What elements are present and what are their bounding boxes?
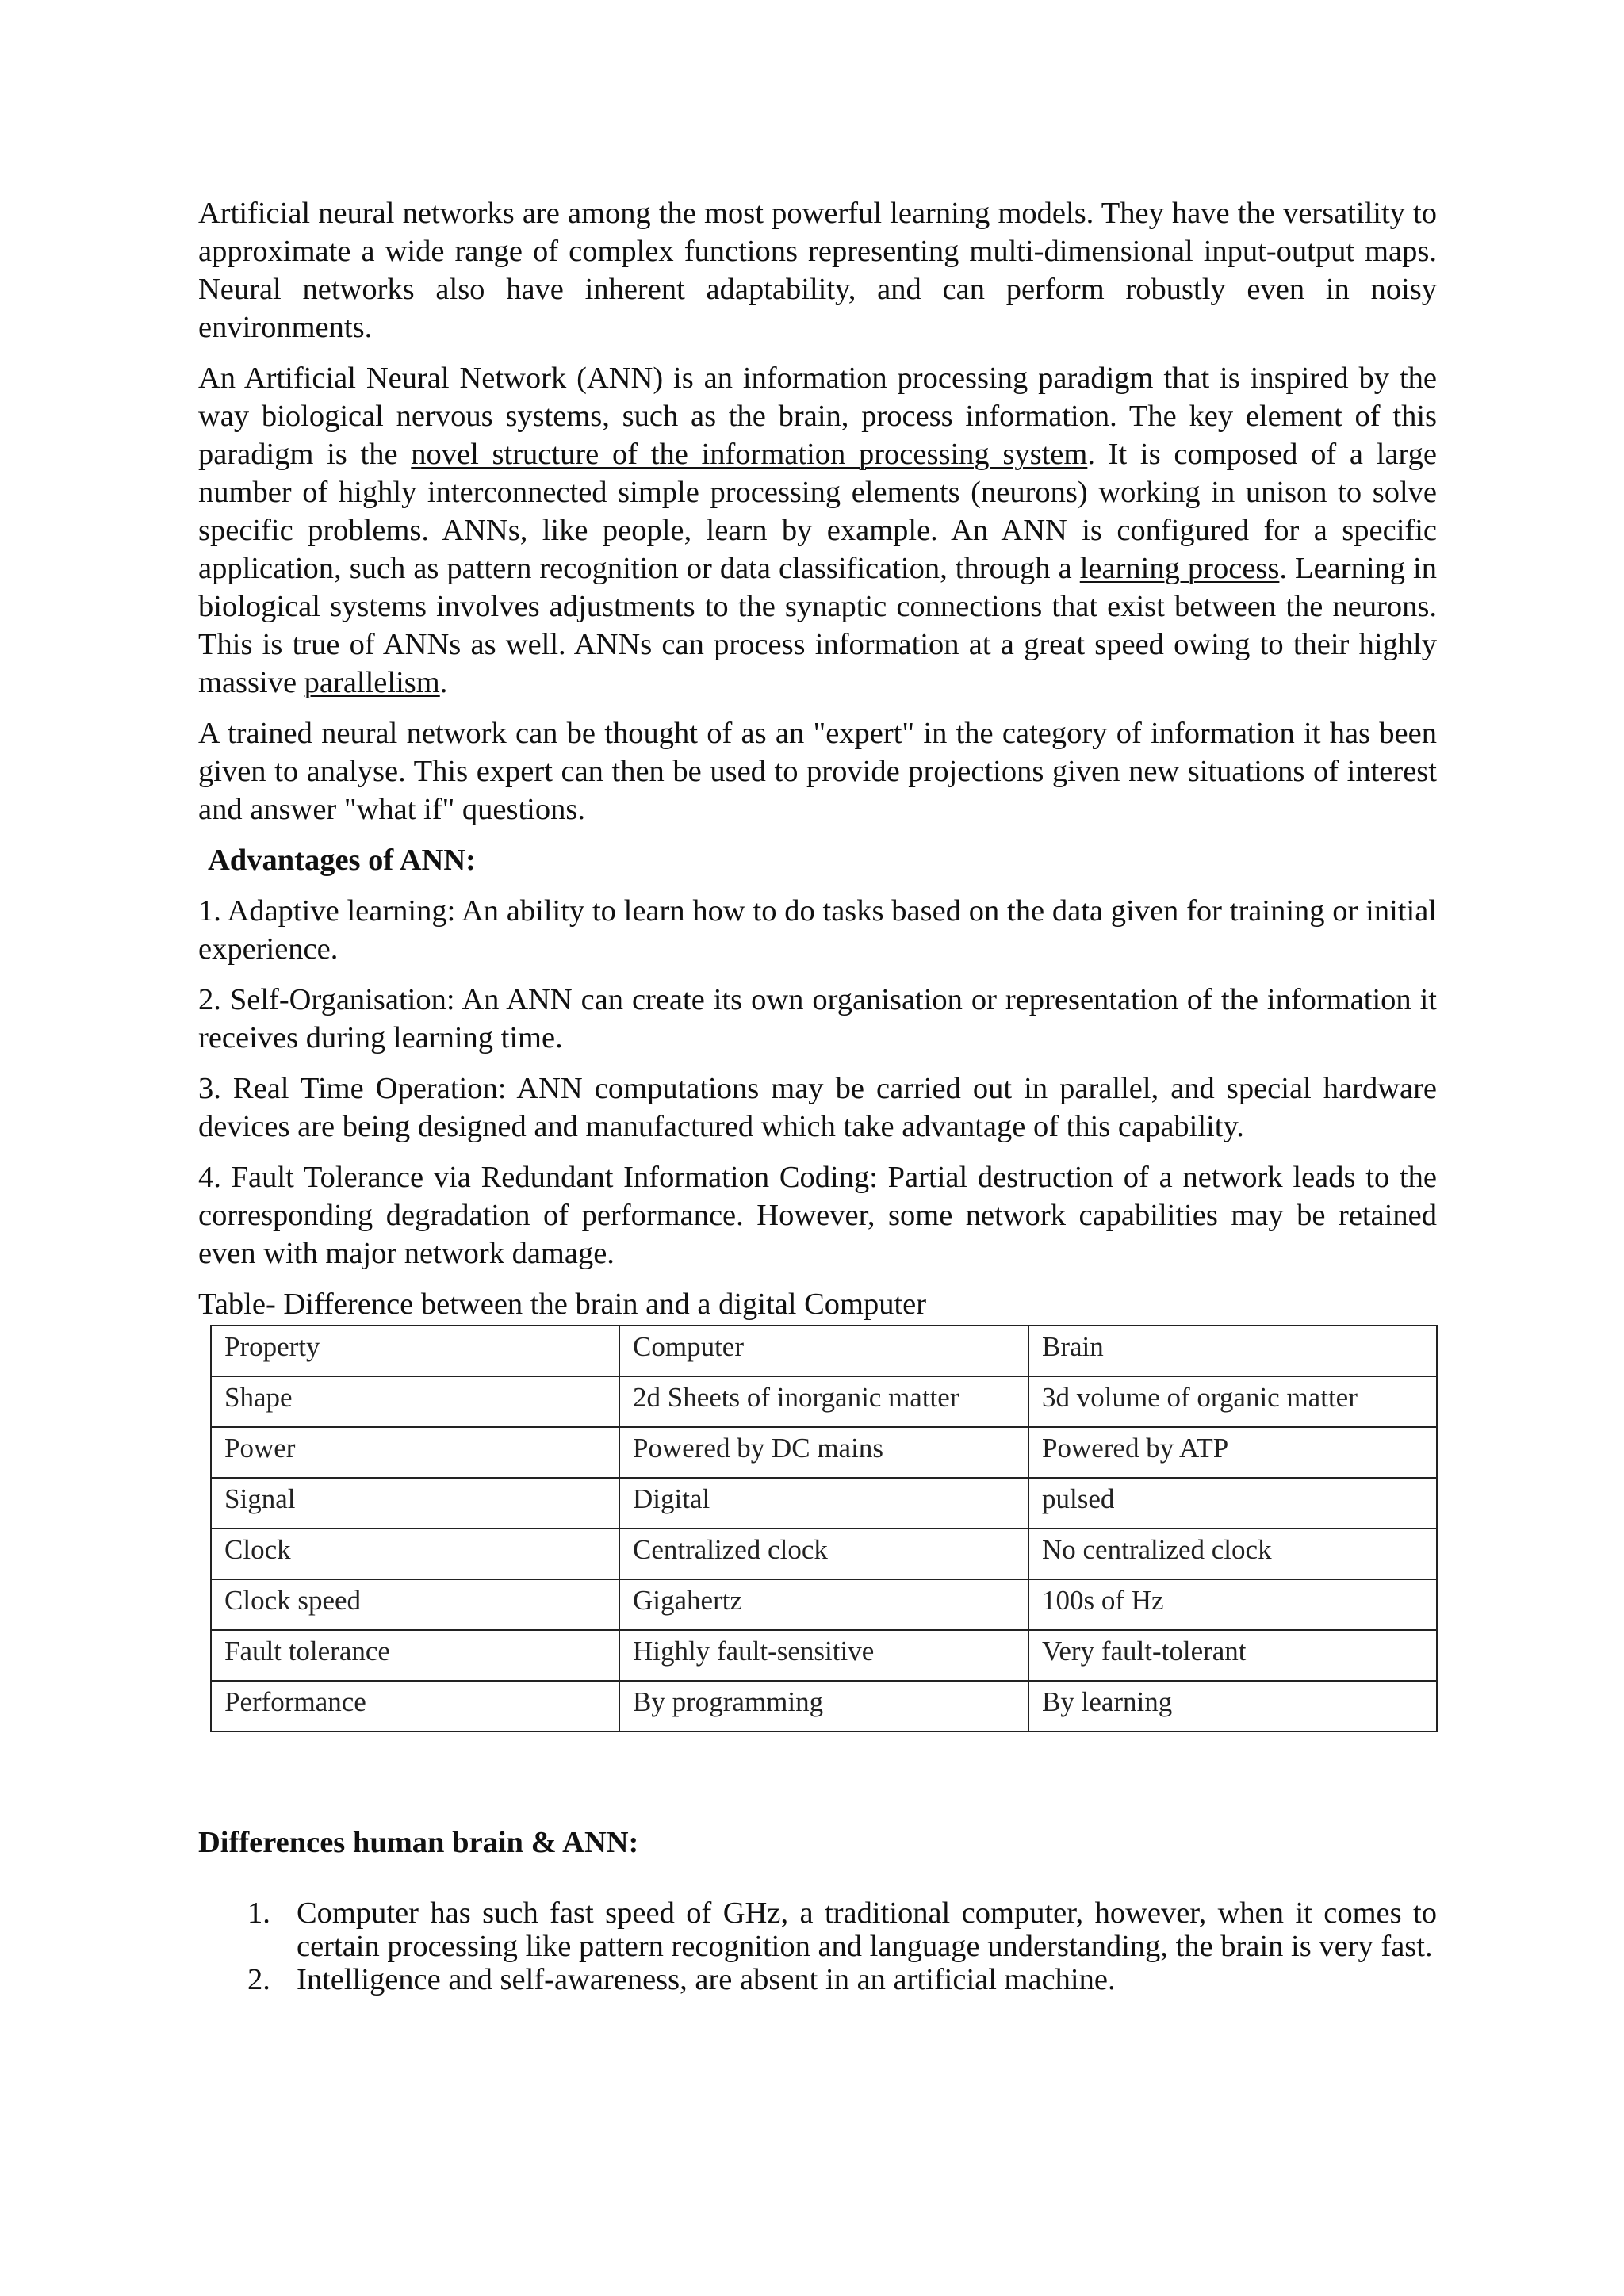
ann-definition-paragraph xyxy=(198,359,1437,702)
table-cell: Powered by ATP xyxy=(1028,1427,1437,1478)
list-text: Intelligence and self-awareness, are absent in an artificial machine. xyxy=(297,1963,1116,1996)
table-row xyxy=(211,1529,1437,1579)
table-cell: Shape xyxy=(211,1376,619,1427)
table-cell: By learning xyxy=(1028,1681,1437,1732)
differences-heading: Differences human brain & ANN: xyxy=(198,1826,639,1859)
table-row xyxy=(211,1478,1437,1529)
table-cell: Performance xyxy=(211,1681,619,1732)
table-row xyxy=(211,1427,1437,1478)
table-cell: Signal xyxy=(211,1478,619,1529)
table-cell: Property xyxy=(211,1326,619,1376)
text-span: . Learning in biological systems involves adjustments to the synaptic connections that exist between the neurons. This is true of ANNs as well. ANNs can process information at a great speed owing to their highly massive xyxy=(198,552,1438,699)
advantages-heading: Advantages of ANN: xyxy=(208,844,476,877)
table-cell: No centralized clock xyxy=(1028,1529,1437,1579)
table-cell: Highly fault-sensitive xyxy=(619,1630,1028,1681)
table-cell: Computer xyxy=(619,1326,1028,1376)
table-cell: 2d Sheets of inorganic matter xyxy=(619,1376,1028,1427)
underlined-phrase: novel structure of the information processing system xyxy=(411,438,1088,471)
document-page xyxy=(198,194,1437,1996)
list-number: 2. xyxy=(247,1963,270,1996)
table-cell: Clock xyxy=(211,1529,619,1579)
advantage-item: 1. Adaptive learning: An ability to learn how to do tasks based on the data given for training or initial experience. xyxy=(198,894,1437,966)
intro-paragraph: Artificial neural networks are among the most powerful learning models. They have the versatility to approximate a wide range of complex functions representing multi-dimensional input-output maps. Neural networks also have inherent adaptability, and can perform robustly even in noisy environments. xyxy=(198,197,1437,344)
table-cell: Powered by DC mains xyxy=(619,1427,1028,1478)
table-row xyxy=(211,1579,1437,1630)
differences-list xyxy=(198,1896,1437,1996)
underlined-phrase: parallelism xyxy=(304,666,440,699)
text-span: . xyxy=(439,666,448,699)
table-cell: Centralized clock xyxy=(619,1529,1028,1579)
underlined-phrase: learning process xyxy=(1079,552,1280,585)
table-cell: pulsed xyxy=(1028,1478,1437,1529)
list-item xyxy=(198,1963,1437,1996)
list-item xyxy=(198,1896,1437,1963)
table-cell: Power xyxy=(211,1427,619,1478)
table-header-row xyxy=(211,1326,1437,1376)
table-cell: Very fault-tolerant xyxy=(1028,1630,1437,1681)
table-row xyxy=(211,1681,1437,1732)
table-row xyxy=(211,1630,1437,1681)
table-cell: Gigahertz xyxy=(619,1579,1028,1630)
list-text: Computer has such fast speed of GHz, a traditional computer, however, when it comes to certain processing like pattern recognition and language understanding, the brain is very fast. xyxy=(297,1896,1437,1963)
advantage-item: 2. Self-Organisation: An ANN can create its own organisation or representation of the information it receives during learning time. xyxy=(198,983,1437,1054)
table-row xyxy=(211,1376,1437,1427)
table-cell: Brain xyxy=(1028,1326,1437,1376)
table-cell: 100s of Hz xyxy=(1028,1579,1437,1630)
text-span: . It is composed of a large number of highly interconnected simple processing elements (neurons) working in unison to solve specific problems. ANNs, like people, learn by example. An ANN is configured for a specific application, such as pattern recognition or data classification, through a xyxy=(198,438,1437,585)
text-span: An Artificial Neural Network (ANN) is an information processing paradigm that is inspired by the way biological nervous systems, such as the brain, process information. The key element of this paradigm is the xyxy=(198,362,1437,471)
advantage-item: 4. Fault Tolerance via Redundant Information Coding: Partial destruction of a network leads to the corresponding degradation of performance. However, some network capabilities may be retained even with major network damage. xyxy=(198,1161,1437,1270)
list-number: 1. xyxy=(247,1896,270,1930)
table-cell: Fault tolerance xyxy=(211,1630,619,1681)
table-cell: By programming xyxy=(619,1681,1028,1732)
table-cell: 3d volume of organic matter xyxy=(1028,1376,1437,1427)
table-cell: Digital xyxy=(619,1478,1028,1529)
comparison-table xyxy=(210,1325,1438,1732)
trained-network-paragraph: A trained neural network can be thought of as an "expert" in the category of information it has been given to analyse. This expert can then be used to provide projections given new situations of interest and answer "what if" questions. xyxy=(198,717,1437,826)
table-caption: Table- Difference between the brain and a digital Computer xyxy=(198,1288,927,1321)
advantage-item: 3. Real Time Operation: ANN computations may be carried out in parallel, and special hardware devices are being designed and manufactured which take advantage of this capability. xyxy=(198,1072,1437,1143)
comparison-table-wrapper xyxy=(210,1325,1438,1732)
table-cell: Clock speed xyxy=(211,1579,619,1630)
